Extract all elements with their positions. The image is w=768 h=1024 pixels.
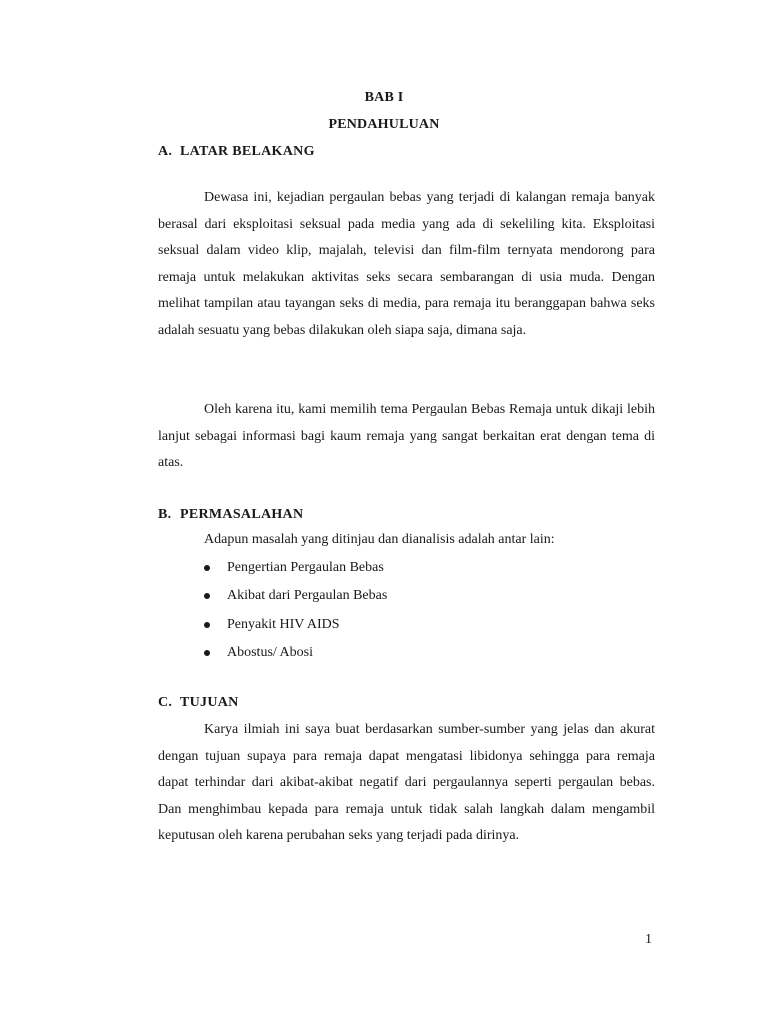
section-a-title: LATAR BELAKANG (180, 144, 315, 159)
list-item (204, 586, 387, 614)
section-c-heading (158, 695, 239, 711)
section-b-letter: B. (158, 507, 172, 522)
section-c-title: TUJUAN (180, 695, 239, 710)
section-a-letter: A. (158, 144, 173, 159)
list-item-text: Pengertian Pergaulan Bebas (227, 560, 384, 575)
section-a-paragraph-1: Dewasa ini, kejadian pergaulan bebas yang terjadi di kalangan remaja banyak berasal dari eksploitasi seksual pada media yang ada di sekeliling kita. Eksploitasi seksual dalam video klip, majalah, televisi dan film-film ternyata mendorong para remaja untuk melakukan aktivitas seks secara sembarangan di usia muda. Dengan melihat tampilan atau tayangan seks di media, para remaja itu beranggapan bahwa seks adalah sesuatu yang bebas dilakukan oleh siapa saja, dimana saja. (158, 190, 655, 338)
section-a-paragraph-2: Oleh karena itu, kami memilih tema Pergaulan Bebas Remaja untuk dikaji lebih lanjut sebagai informasi bagi kaum remaja yang sangat berkaitan erat dengan tema di atas. (158, 402, 655, 471)
problem-list (204, 558, 387, 671)
list-item (204, 558, 387, 586)
section-c-letter: C. (158, 695, 173, 710)
chapter-title: PENDAHULUAN (328, 117, 440, 132)
page-number: 1 (645, 932, 652, 947)
list-item-text: Penyakit HIV AIDS (227, 616, 340, 632)
list-item (204, 643, 387, 671)
section-c-paragraph: Karya ilmiah ini saya buat berdasarkan sumber-sumber yang jelas dan akurat dengan tujuan supaya para remaja dapat mengatasi libidonya sehingga para remaja dapat terhindar dari akibat-akibat negatif dari pergaulannya seperti pergaulan bebas. Dan menghimbau kepada para remaja untuk tidak salah langkah dalam mengambil keputusan oleh karena perubahan seks yang terjadi pada dirinya. (158, 722, 655, 844)
section-b-heading (158, 507, 303, 523)
section-b-title: PERMASALAHAN (180, 507, 304, 522)
bullet-icon (204, 593, 210, 599)
list-item-text: Abostus/ Abosi (227, 644, 313, 660)
list-item-text: Akibat dari Pergaulan Bebas (227, 588, 388, 604)
bullet-icon (204, 622, 210, 628)
section-a-heading (158, 144, 315, 160)
chapter-number: BAB I (364, 90, 404, 105)
list-item (204, 615, 387, 643)
bullet-icon (204, 565, 210, 571)
section-b-intro: Adapun masalah yang ditinjau dan dianalisis adalah antar lain: (204, 532, 555, 547)
bullet-icon (204, 650, 210, 656)
